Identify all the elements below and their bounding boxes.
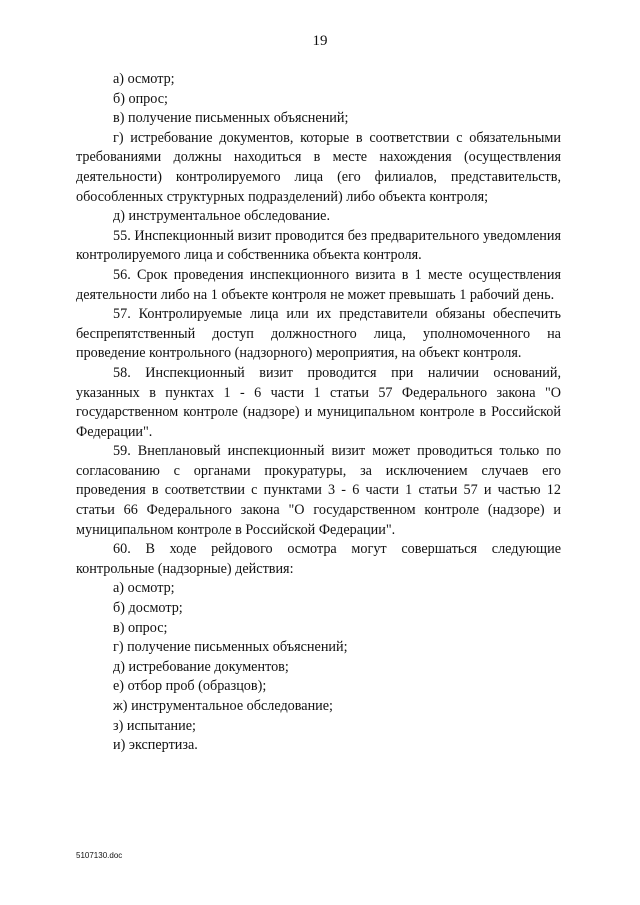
paragraph: г) получение письменных объяснений; <box>113 639 348 656</box>
paragraph: 56. Срок проведения инспекционного визита в 1 месте осуществления деятельности либо на 1 объекте контроля не может превышать 1 рабочий день. <box>76 266 561 303</box>
paragraph: з) испытание; <box>113 717 196 734</box>
paragraph: в) опрос; <box>113 619 168 636</box>
paragraph: 59. Внеплановый инспекционный визит может проводиться только по согласованию с органами прокуратуры, за исключением случаев его проведения в соответствии с пунктами 3 - 6 части 1 статьи 57 и частью 12 статьи 66 Федерального закона "О государственном контроле (надзоре) и муниципальном контроле в Российской Федерации". <box>76 443 561 538</box>
paragraph: и) экспертиза. <box>113 737 198 754</box>
document-body <box>76 70 561 756</box>
paragraph: д) инструментальное обследование. <box>113 208 331 225</box>
paragraph: в) получение письменных объяснений; <box>113 110 349 127</box>
paragraph: 58. Инспекционный визит проводится при наличии оснований, указанных в пунктах 1 - 6 части 1 статьи 57 Федерального закона "О государственном контроле (надзоре) и муниципальном контроле в Российской Федерации". <box>76 364 561 440</box>
paragraph: 57. Контролируемые лица или их представители обязаны обеспечить беспрепятственный доступ должностного лица, уполномоченного на проведение контрольного (надзорного) мероприятия, на объект контроля. <box>76 306 561 362</box>
paragraph: а) осмотр; <box>113 71 175 87</box>
document-filename: 5107130.doc <box>76 851 123 860</box>
paragraph: д) истребование документов; <box>113 658 289 675</box>
paragraph: б) опрос; <box>113 90 168 107</box>
paragraph: г) истребование документов, которые в соответствии с обязательными требованиями должны находиться в месте нахождения (осуществления деятельности) контролируемого лица (его филиалов, представительств, обособленных структурных подразделений) либо объекта контроля; <box>76 129 561 205</box>
page-number: 19 <box>312 33 328 49</box>
paragraph: б) досмотр; <box>113 600 183 617</box>
paragraph: а) осмотр; <box>113 580 175 597</box>
paragraph: ж) инструментальное обследование; <box>113 698 334 714</box>
paragraph: 55. Инспекционный визит проводится без предварительного уведомления контролируемого лица и собственника объекта контроля. <box>76 227 561 264</box>
paragraph: е) отбор проб (образцов); <box>113 678 267 695</box>
paragraph: 60. В ходе рейдового осмотра могут совершаться следующие контрольные (надзорные) действия: <box>76 541 561 577</box>
